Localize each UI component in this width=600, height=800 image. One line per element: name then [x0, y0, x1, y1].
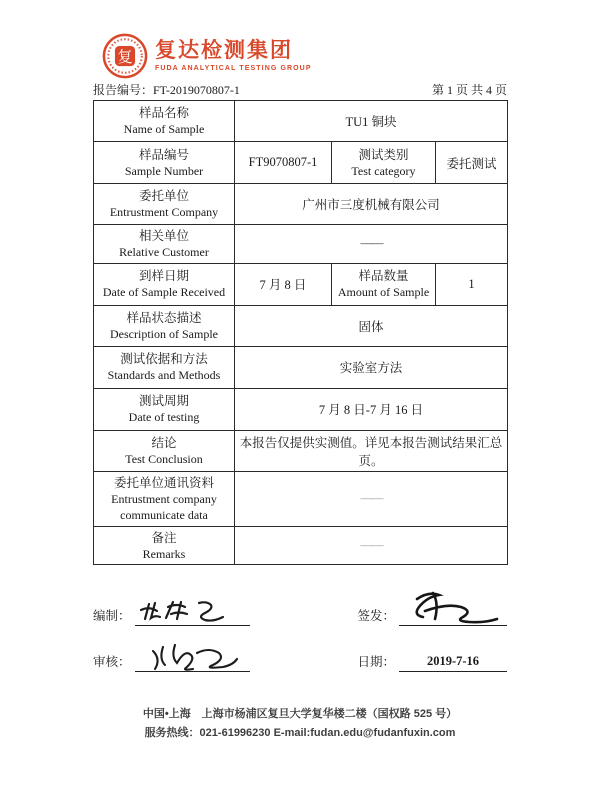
table-row — [94, 263, 508, 305]
row-label-zh: 到样日期 — [138, 269, 189, 284]
date-line — [399, 642, 507, 672]
row-label-en: Description of Sample — [110, 326, 218, 341]
prepared-by-signature-line — [135, 596, 250, 626]
row-value: 1 — [436, 263, 508, 305]
row-label-en: Date of Sample Received — [102, 285, 226, 300]
row-label-en: Entrustment company — [111, 492, 217, 507]
row-label-zh: 测试周期 — [138, 394, 189, 409]
footer-hotline: 服务热线：021-61996230 E-mail:fudan.edu@fudanfuxin.com — [144, 727, 456, 740]
reviewed-by-signature-line — [135, 642, 250, 672]
issued-by-signature-line — [399, 596, 507, 626]
brand-name-en: FUDA ANALYTICAL TESTING GROUP — [155, 64, 312, 72]
footer-address: 中国•上海 上海市杨浦区复旦大学复华楼二楼（国权路 525 号） — [142, 708, 458, 720]
row-label-zh: 测试依据和方法 — [120, 352, 208, 367]
row-label-en: Test Conclusion — [125, 451, 203, 466]
reviewed-by-label: 审核： — [93, 655, 131, 669]
row-value: 广州市三度机械有限公司 — [235, 184, 508, 225]
row-value: —— — [235, 225, 508, 264]
table-row — [94, 388, 508, 430]
table-row — [94, 471, 508, 526]
table-row — [94, 346, 508, 388]
row-label-en: Date of testing — [128, 410, 200, 425]
row-value: FT9070807-1 — [235, 142, 332, 184]
seal-glyph: 复 — [117, 49, 133, 67]
row-label-zh: 样品名称 — [138, 106, 189, 121]
row-label-zh: 样品编号 — [138, 147, 189, 162]
date-label: 日期： — [357, 655, 395, 669]
row-label-zh: 备注 — [151, 530, 177, 545]
row-label-en: Standards and Methods — [107, 368, 221, 383]
issue-date: 2019-7-16 — [426, 654, 480, 668]
table-row — [94, 101, 508, 142]
page-indicator: 第 1 页 共 4 页 — [431, 83, 507, 97]
table-row — [94, 430, 508, 471]
row-label-zh: 样品状态描述 — [126, 310, 202, 325]
reviewed-signature — [135, 639, 250, 675]
row-label-en: Remarks — [142, 546, 186, 561]
row-value: 7 月 8 日 — [235, 263, 332, 305]
row-label-en2: communicate data — [120, 507, 208, 522]
issued-by-label: 签发： — [357, 609, 395, 623]
row-value: 7 月 8 日-7 月 16 日 — [235, 388, 508, 430]
row-label-en: Test category — [351, 163, 416, 178]
issued-signature — [399, 589, 507, 629]
row-label-zh: 测试类别 — [358, 147, 409, 162]
row-value: 固体 — [235, 305, 508, 346]
brand-name-zh: 复达检测集团 — [155, 39, 293, 63]
row-value: 委托测试 — [436, 142, 508, 184]
company-logo — [102, 33, 312, 79]
footer — [0, 705, 600, 744]
prepared-signature — [135, 595, 250, 629]
row-value: TU1 铜块 — [235, 101, 508, 142]
row-value: 本报告仅提供实测值。详见本报告测试结果汇总页。 — [235, 430, 508, 471]
row-value: —— — [235, 471, 508, 526]
prepared-by-label: 编制： — [93, 609, 131, 623]
table-row — [94, 526, 508, 565]
row-value: 实验室方法 — [235, 346, 508, 388]
sample-info-table — [93, 100, 508, 565]
signature-section — [93, 592, 507, 684]
company-seal-icon — [102, 33, 148, 79]
table-row — [94, 305, 508, 346]
report-number: 报告编号：FT-2019070807-1 — [93, 83, 240, 97]
row-label-zh: 结论 — [151, 435, 177, 450]
row-label-en: Amount of Sample — [337, 285, 430, 300]
table-row — [94, 142, 508, 184]
report-meta — [93, 81, 507, 98]
row-label-zh: 委托单位通讯资料 — [113, 476, 214, 491]
row-label-zh: 相关单位 — [138, 229, 189, 243]
table-row — [94, 225, 508, 264]
row-label-en: Relative Customer — [119, 245, 209, 260]
row-label-en: Entrustment Company — [109, 205, 219, 220]
row-value: —— — [235, 526, 508, 565]
row-label-en: Name of Sample — [123, 122, 205, 137]
row-label-en: Sample Number — [124, 163, 204, 178]
table-row — [94, 184, 508, 225]
row-label-zh: 样品数量 — [358, 269, 409, 284]
row-label-zh: 委托单位 — [138, 189, 189, 204]
